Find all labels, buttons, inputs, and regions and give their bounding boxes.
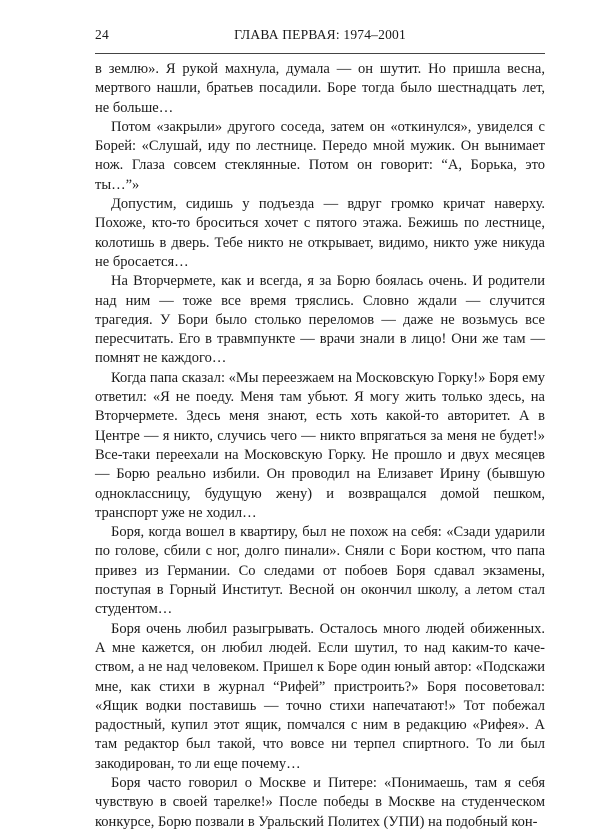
page-number: 24 <box>95 27 109 42</box>
header-rule <box>95 53 545 54</box>
paragraph: Потом «закрыли» другого соседа, затем он «откинулся», увиделся с Борей: «Слушай, иду по лестнице. Передо мной мужик. Он вынимает нож. Глаза совсем стеклянные. Потом он говорит: “А, Борька, это ты…”» <box>95 118 545 193</box>
body-text <box>95 60 545 832</box>
running-head <box>95 27 545 47</box>
chapter-title: ГЛАВА ПЕРВАЯ: 1974–2001 <box>234 27 406 42</box>
paragraph: Допустим, сидишь у подъезда — вдруг громко кричат наверху. Похоже, кто-то броситься хочет с пятого этажа. Бежишь по лестнице, колотишь в дверь. Тебе никто не открывает, видимо, никто уже никуда не бросается… <box>95 196 545 270</box>
paragraph: На Вторчермете, как и всегда, я за Борю боялась очень. И родители над ним — тоже все время тряслись. Словно ждали — случится трагедия. У Бори было столько переломов — даже не возьмусь все пересчитать. Его в травмпункте — врачи знали в лицо! Они же там — помнят не каждого… <box>95 273 545 367</box>
paragraph: Боря очень любил разыгрывать. Осталось много людей обиженных. А мне кажется, он любил людей. Если шутил, то над каким-то качеством, а не над человеком. Пришел к Боре один юный автор: «Подскажи мне, как стихи в журнал “Рифей” пристроить?» Боря посоветовал: «Ящик водки поставишь — точно стихи напечатают!» Тот побежал радостный, купил этот ящик, помчался с ним в редакцию «Рифея». А там редактор был такой, что вовсе ни терпел спиртного. То ли был закодирован, то ли еще почему… <box>95 620 545 772</box>
paragraph: Когда папа сказал: «Мы переезжаем на Московскую Горку!» Боря ему ответил: «Я не поеду. Меня там убьют. Я могу жить только здесь, на Вторчермете. Здесь меня знают, есть хоть какой-то авторитет. А в Центре — я никто, случись чего — никто впрягаться за меня не будет!» Все-таки переехали на Московскую Горку. Не прошло и двух месяцев — Борю реально избили. Он проводил на Елизавет Ирину (бывшую одноклассницу, будущую жену) и возвращался домой пешком, транспорт уже не ходил… <box>95 369 545 521</box>
paragraph: Боря часто говорил о Москве и Питере: «Понимаешь, там я себя чувствую в своей тарелке!» После победы в Москве на студенческом конкурсе, Борю позвали в Уральский Политех (УПИ) на подобный кон- <box>95 774 545 830</box>
paragraph: Боря, когда вошел в квартиру, был не похож на себя: «Сзади ударили по голове, сбили с ног, долго пинали». Сняли с Бори костюм, что папа привез из Германии. Со следами от побоев Боря сдавал экзамены, поступая в Горный Институт. Весной он окончил школу, а летом стал студентом… <box>95 524 545 618</box>
paragraph: в землю». Я рукой махнула, думала — он шутит. Но пришла весна, мертвого нашли, братьев посадили. Боре тогда было шестнадцать лет, не больше… <box>95 61 545 116</box>
